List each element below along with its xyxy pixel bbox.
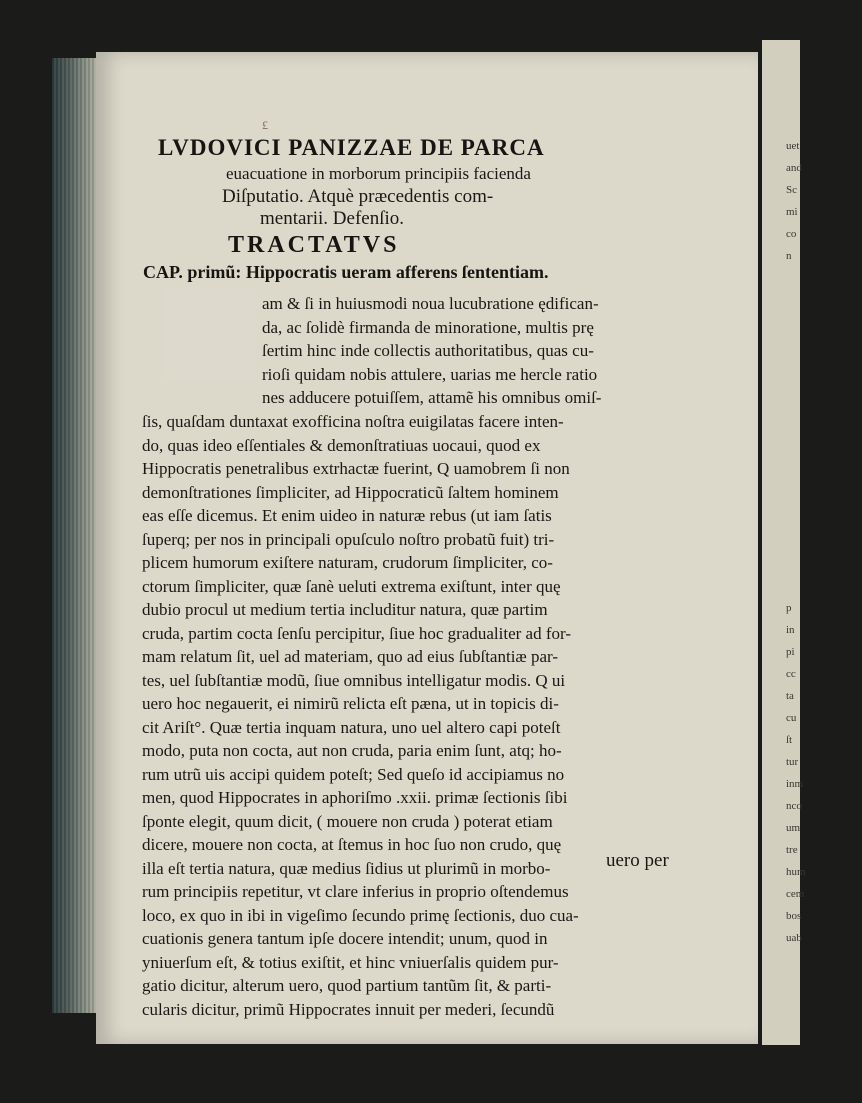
facing-page-fragment: co bbox=[786, 228, 797, 240]
body-line: modo, puta non cocta, aut non cruda, paria enim ſunt, atq; ho- bbox=[142, 741, 562, 760]
facing-page-fragment: nco bbox=[786, 800, 802, 812]
body-line: mam relatum ſit, uel ad materiam, quo ad eius ſubſtantiæ par- bbox=[142, 647, 559, 666]
facing-page-fragment: inm bbox=[786, 778, 804, 790]
body-line: yniuerſum eſt, & totius exiſtit, et hinc vniuerſalis quidem pur- bbox=[142, 952, 559, 972]
indented-block bbox=[262, 292, 862, 410]
body-line: gatio dicitur, alterum uero, quod partium tantũm ſit, & parti- bbox=[142, 976, 552, 995]
facing-page-fragment: in bbox=[786, 624, 795, 636]
facing-page-fragment: p bbox=[786, 602, 792, 614]
facing-page-fragment: and bbox=[786, 162, 802, 174]
indented-line-2: da, ac ſolidè firmanda de minoratione, multis prę bbox=[262, 317, 594, 337]
body-line: Hippocratis penetralibus extrhactæ fuerint, Q uamobrem ſi non bbox=[142, 459, 570, 478]
facing-page-fragment: Sc bbox=[786, 184, 797, 196]
facing-page-fragment: bos bbox=[786, 910, 802, 922]
facing-page-fragment: pi bbox=[786, 646, 795, 658]
facing-page-fragment: uet bbox=[786, 140, 800, 152]
heading-line-2: Diſputatio. Atquè præcedentis com- bbox=[222, 186, 494, 207]
facing-page-fragment: n bbox=[786, 250, 792, 262]
body-line: eas eſſe dicemus. Et enim uideo in naturæ rebus (ut iam ſatis bbox=[142, 506, 552, 525]
body-line: cit Ariſt°. Quæ tertia inquam natura, uno uel altero capi poteſt bbox=[142, 717, 561, 737]
running-title: LVDOVICI PANIZZAE DE PARCA bbox=[158, 135, 545, 160]
body-line: men, quod Hippocrates in aphoriſmo .xxii. primæ ſectionis ſibi bbox=[142, 788, 568, 807]
facing-page-edge bbox=[762, 40, 806, 1045]
indented-line-1: am & ſi in huiusmodi noua lucubratione ędifican- bbox=[262, 294, 599, 313]
indented-line-4: rioſi quidam nobis attulere, uarias me hercle ratio bbox=[262, 364, 598, 384]
body-line: cularis dicitur, primũ Hippocrates innuit per mederi, ſecundũ bbox=[142, 999, 555, 1019]
facing-page-fragment: mi bbox=[786, 206, 798, 218]
body-line: uero hoc negauerit, ei nimirũ relicta eſt pæna, ut in topicis di- bbox=[142, 694, 559, 713]
facing-page-fragment: cem bbox=[786, 888, 805, 900]
body-line: rum principiis repetitur, vt clare inferius in proprio oſtendemus bbox=[142, 882, 569, 901]
body-line: ſuperq; per nos in principali opuſculo noſtro probatũ fuit) tri- bbox=[142, 529, 555, 549]
facing-page-fragment: ta bbox=[786, 690, 794, 702]
body-line: illa eſt tertia natura, quæ medius ſidius ut plurimũ in morbo- bbox=[142, 858, 551, 878]
indented-line-3: ſertim hinc inde collectis authoritatibus, quas cu- bbox=[262, 341, 594, 360]
body-text bbox=[142, 410, 742, 1021]
facing-page-fragment: tur bbox=[786, 756, 799, 768]
heading-line-3: mentarii. Defenſio. bbox=[260, 208, 405, 229]
facing-page-fragment: um bbox=[786, 822, 801, 834]
body-line: dicere, mouere non cocta, at ſtemus in hoc ſuo non crudo, quę bbox=[142, 835, 562, 854]
body-line: ctorum ſimpliciter, quæ ſanè ueluti extrema exiſtunt, inter quę bbox=[142, 576, 561, 596]
body-line: plicem humorum exiſtere naturam, crudorum ſimpliciter, co- bbox=[142, 553, 553, 572]
body-line: demonſtrationes ſimpliciter, ad Hippocraticũ ſaltem hominem bbox=[142, 482, 559, 502]
facing-page-fragment: cu bbox=[786, 712, 797, 724]
body-line: do, quas ideo eſſentiales & demonſtratiuas uocaui, quod ex bbox=[142, 435, 541, 455]
facing-page-fragment: hum bbox=[786, 866, 806, 878]
body-line: tes, uel ſubſtantiæ modũ, ſiue omnibus intelligatur modis. Q ui bbox=[142, 670, 566, 690]
body-line: cruda, partim cocta ſenſu percipitur, ſiue hoc gradualiter ad for- bbox=[142, 623, 571, 643]
heading-line-1: euacuatione in morborum principiis facienda bbox=[226, 164, 531, 183]
drop-cap-space bbox=[165, 288, 255, 380]
body-line: dubio procul ut medium tertia includitur natura, quæ partim bbox=[142, 600, 548, 619]
body-line: loco, ex quo in ibi in vigeſimo ſecundo primę ſectionis, duo cua- bbox=[142, 905, 579, 925]
facing-page-fragment: tre bbox=[786, 844, 798, 856]
tractatus-heading: TRACTATVS bbox=[228, 232, 400, 258]
body-line: rum utrũ uis accipi quidem poteſt; Sed queſo id accipiamus no bbox=[142, 764, 565, 784]
facing-page-fragment: uab bbox=[786, 932, 802, 944]
page-mark: £ bbox=[262, 118, 268, 132]
body-line: ſis, quaſdam duntaxat exofficina noſtra euigilatas facere inten- bbox=[142, 412, 564, 431]
chapter-heading: CAP. primũ: Hippocratis ueram afferens ſententiam. bbox=[143, 262, 549, 282]
indented-line-5: nes adducere potuiſſem, attamẽ his omnibus omiſ- bbox=[262, 388, 602, 407]
body-line: ſponte elegit, quum dicit, ( mouere non cruda ) poterat etiam bbox=[142, 811, 553, 831]
catchword: uero per bbox=[606, 850, 669, 871]
facing-page-fragment: ſt bbox=[786, 734, 793, 746]
facing-page-fragment: cc bbox=[786, 668, 796, 680]
body-line: cuationis genera tantum ipſe docere intendit; unum, quod in bbox=[142, 929, 548, 948]
